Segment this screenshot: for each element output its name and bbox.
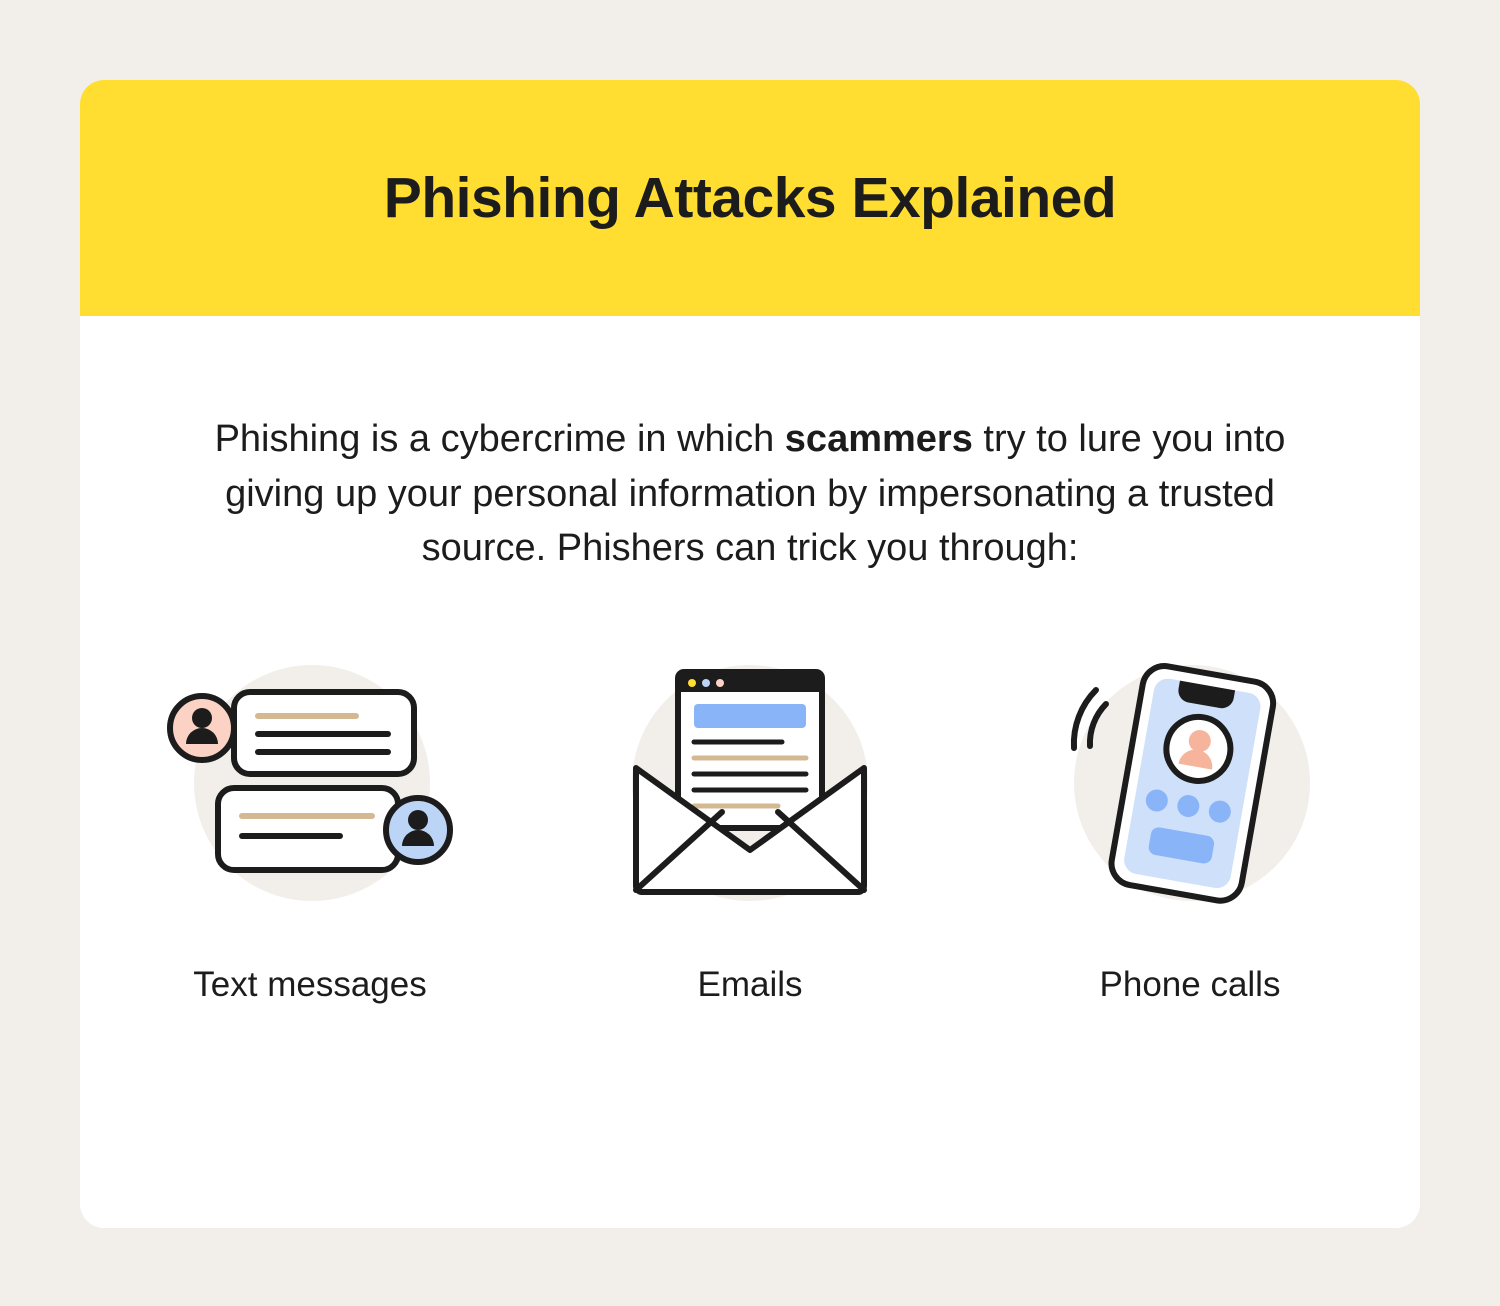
method-label: Text messages (193, 965, 427, 1005)
intro-text-part1: Phishing is a cybercrime in which (214, 418, 785, 460)
page-title: Phishing Attacks Explained (383, 166, 1117, 230)
open-envelope-icon (600, 650, 900, 920)
method-label: Phone calls (1099, 965, 1281, 1005)
ringing-phone-icon (1040, 650, 1340, 920)
method-item-emails (600, 650, 900, 1006)
intro-text-emphasis: scammers (784, 418, 973, 460)
card-body (80, 316, 1420, 1006)
method-label: Emails (697, 965, 803, 1005)
method-item-text-messages (160, 650, 460, 1006)
card-header (80, 80, 1420, 316)
method-item-phone-calls (1040, 650, 1340, 1006)
chat-bubbles-icon (160, 650, 460, 920)
infographic-card (80, 80, 1420, 1228)
intro-paragraph (190, 316, 1310, 576)
intro-text-part2: try to lure you into giving up your personal information by impersonating a trusted source. Phishers can trick you through: (225, 418, 1286, 570)
methods-list (190, 650, 1310, 1006)
